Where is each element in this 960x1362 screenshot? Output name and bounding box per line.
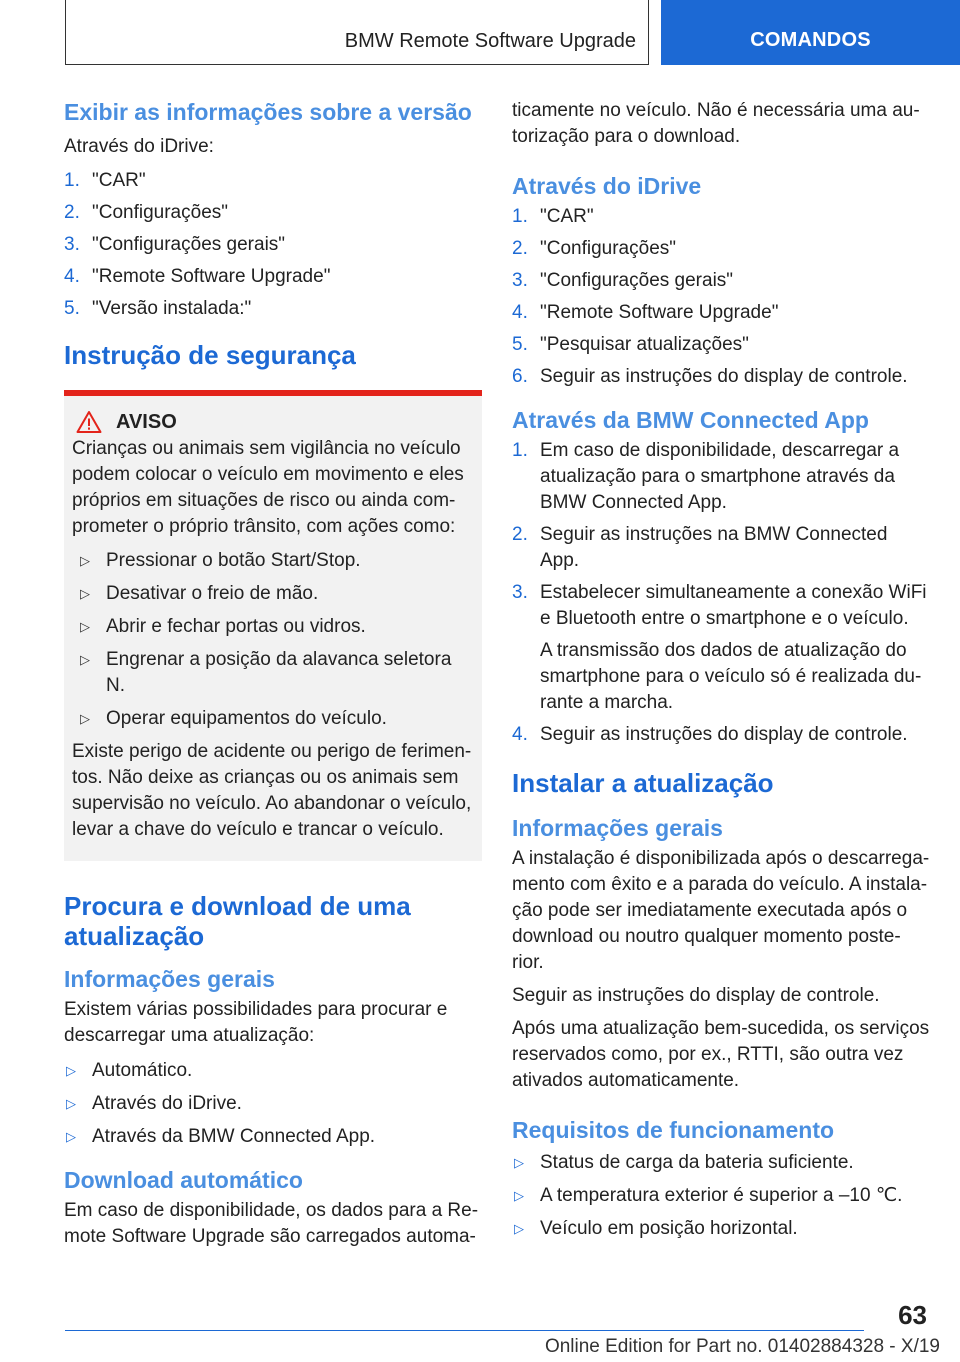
auto-download-continued: ticamente no veículo. Não é necessária uma au-torização para o download. [512, 100, 920, 147]
step-number: 1. [64, 170, 80, 191]
version-info-steps [64, 168, 482, 322]
step-text: "CAR" [540, 206, 594, 227]
triangle-bullet-icon: ▷ [66, 1063, 76, 1078]
general-info-heading: Informações gerais [64, 966, 275, 992]
warning-title: AVISO [116, 410, 177, 433]
version-info-intro: Através do iDrive: [64, 136, 214, 157]
step-number: 5. [64, 298, 80, 319]
step-number: 1. [512, 440, 528, 461]
bullet-text: Engrenar a posição da alavanca seletora N. [106, 649, 452, 696]
warning-header [72, 410, 474, 434]
download-options-list [64, 1058, 482, 1150]
bullet-text: Desativar o freio de mão. [106, 583, 319, 604]
step-text: "Remote Software Upgrade" [540, 302, 779, 323]
warning-triangle-icon [76, 410, 102, 434]
page-number: 63 [898, 1300, 927, 1330]
right-column [512, 98, 930, 1249]
step-number: 6. [512, 366, 528, 387]
footer-divider [65, 1330, 864, 1331]
step-text: Seguir as instruções do display de controle. [540, 724, 908, 745]
step-number: 4. [512, 724, 528, 745]
bullet-item [64, 1091, 482, 1117]
step-item [64, 168, 482, 194]
bullet-item [72, 581, 474, 607]
step-number: 3. [512, 582, 528, 603]
search-download-heading: Procura e download de uma atualização [64, 891, 411, 951]
step-text: "CAR" [92, 170, 146, 191]
bullet-text: Através do iDrive. [92, 1093, 242, 1114]
step-item [512, 332, 930, 358]
triangle-bullet-icon: ▷ [66, 1096, 76, 1111]
install-text-3: Após uma atualização bem-sucedida, os serviços reservados como, por ex., RTTI, são outra vez ativados automaticamente. [512, 1018, 930, 1091]
bullet-item [72, 647, 474, 699]
bullet-item [512, 1183, 930, 1209]
connected-app-heading: Através da BMW Connected App [512, 407, 869, 433]
step-number: 4. [64, 266, 80, 287]
step-number: 5. [512, 334, 528, 355]
bullet-item [72, 548, 474, 574]
idrive-heading: Através do iDrive [512, 173, 702, 199]
step-item [64, 296, 482, 322]
warning-bullets [72, 548, 474, 732]
triangle-bullet-icon: ▷ [80, 619, 90, 634]
bullet-text: Através da BMW Connected App. [92, 1126, 376, 1147]
step-item [512, 580, 930, 716]
install-text-1: A instalação é disponibilizada após o descarrega-mento com êxito e a parada do veículo. A instala-ção pode ser imediatamente executada após o download ou noutro qualquer momento poste-rior. [512, 848, 930, 973]
step-item [512, 522, 930, 574]
header-title-box [65, 0, 649, 65]
bullet-item [64, 1058, 482, 1084]
step-text: "Pesquisar atualizações" [540, 334, 749, 355]
bullet-item [72, 614, 474, 640]
step-item [512, 364, 930, 390]
step-item [512, 236, 930, 262]
triangle-bullet-icon: ▷ [80, 553, 90, 568]
header-title: BMW Remote Software Upgrade [344, 30, 636, 52]
bullet-text: Operar equipamentos do veículo. [106, 708, 387, 729]
bullet-text: Status de carga da bateria suficiente. [540, 1152, 854, 1173]
step-note: A transmissão dos dados de atualização do smartphone para o veículo só é realizada du-rante a marcha. [540, 640, 922, 713]
step-number: 2. [64, 202, 80, 223]
warning-text: Crianças ou animais sem vigilância no veículo podem colocar o veículo em movimento e eles próprios em situações de risco ou ainda com-prometer o próprio trânsito, com ações como: [72, 438, 464, 537]
step-text: Seguir as instruções na BMW Connected App. [540, 524, 888, 571]
step-text: Em caso de disponibilidade, descarregar a atualização para o smartphone através da BMW Connected App. [540, 440, 900, 513]
step-text: "Configurações gerais" [540, 270, 734, 291]
header-section-tab [661, 0, 960, 65]
version-info-heading: Exibir as informações sobre a versão [64, 99, 472, 125]
step-number: 1. [512, 206, 528, 227]
install-heading: Instalar a atualização [512, 768, 774, 798]
warning-box [64, 390, 482, 861]
safety-heading: Instrução de segurança [64, 340, 356, 370]
header-section: COMANDOS [750, 29, 871, 51]
step-number: 3. [64, 234, 80, 255]
step-text: Seguir as instruções do display de controle. [540, 366, 908, 387]
step-number: 2. [512, 524, 528, 545]
step-item [512, 438, 930, 516]
step-text: "Remote Software Upgrade" [92, 266, 331, 287]
triangle-bullet-icon: ▷ [514, 1221, 524, 1236]
step-number: 4. [512, 302, 528, 323]
triangle-bullet-icon: ▷ [80, 586, 90, 601]
auto-download-text: Em caso de disponibilidade, os dados para a Re-mote Software Upgrade são carregados automa- [64, 1200, 479, 1247]
step-item [64, 232, 482, 258]
triangle-bullet-icon: ▷ [514, 1155, 524, 1170]
bullet-text: Automático. [92, 1060, 193, 1081]
triangle-bullet-icon: ▷ [80, 652, 90, 667]
step-item [512, 300, 930, 326]
bullet-text: Abrir e fechar portas ou vidros. [106, 616, 366, 637]
general-info-text: Existem várias possibilidades para procurar e descarregar uma atualização: [64, 999, 448, 1046]
bullet-item [64, 1124, 482, 1150]
left-column [64, 98, 482, 1250]
bullet-text: Pressionar o botão Start/Stop. [106, 550, 361, 571]
step-item [512, 204, 930, 230]
step-text: "Configurações gerais" [92, 234, 286, 255]
install-text-2: Seguir as instruções do display de controle. [512, 985, 880, 1006]
requirements-list [512, 1150, 930, 1242]
step-text: "Configurações" [540, 238, 677, 259]
install-general-heading: Informações gerais [512, 815, 723, 841]
auto-download-heading: Download automático [64, 1167, 303, 1193]
triangle-bullet-icon: ▷ [66, 1129, 76, 1144]
step-text: Estabelecer simultaneamente a conexão WiFi e Bluetooth entre o smartphone e o veículo. [540, 582, 927, 629]
step-item [512, 722, 930, 748]
idrive-steps [512, 204, 930, 390]
bullet-item [72, 706, 474, 732]
requirements-heading: Requisitos de funcionamento [512, 1117, 835, 1143]
step-text: "Versão instalada:" [92, 298, 252, 319]
connected-app-steps [512, 438, 930, 748]
step-text: "Configurações" [92, 202, 229, 223]
step-item [512, 268, 930, 294]
bullet-item [512, 1216, 930, 1242]
triangle-bullet-icon: ▷ [514, 1188, 524, 1203]
bullet-text: Veículo em posição horizontal. [540, 1218, 798, 1239]
triangle-bullet-icon: ▷ [80, 711, 90, 726]
footer-edition: Online Edition for Part no. 01402884328 - X/19 [544, 1336, 940, 1357]
step-item [64, 200, 482, 226]
step-number: 2. [512, 238, 528, 259]
bullet-item [512, 1150, 930, 1176]
step-number: 3. [512, 270, 528, 291]
step-item [64, 264, 482, 290]
warning-consequence: Existe perigo de acidente ou perigo de ferimen-tos. Não deixe as crianças ou os animais sem supervisão no veículo. Ao abandonar o veículo, levar a chave do veículo e trancar o veículo. [72, 741, 472, 840]
bullet-text: A temperatura exterior é superior a –10 ℃. [540, 1185, 903, 1206]
